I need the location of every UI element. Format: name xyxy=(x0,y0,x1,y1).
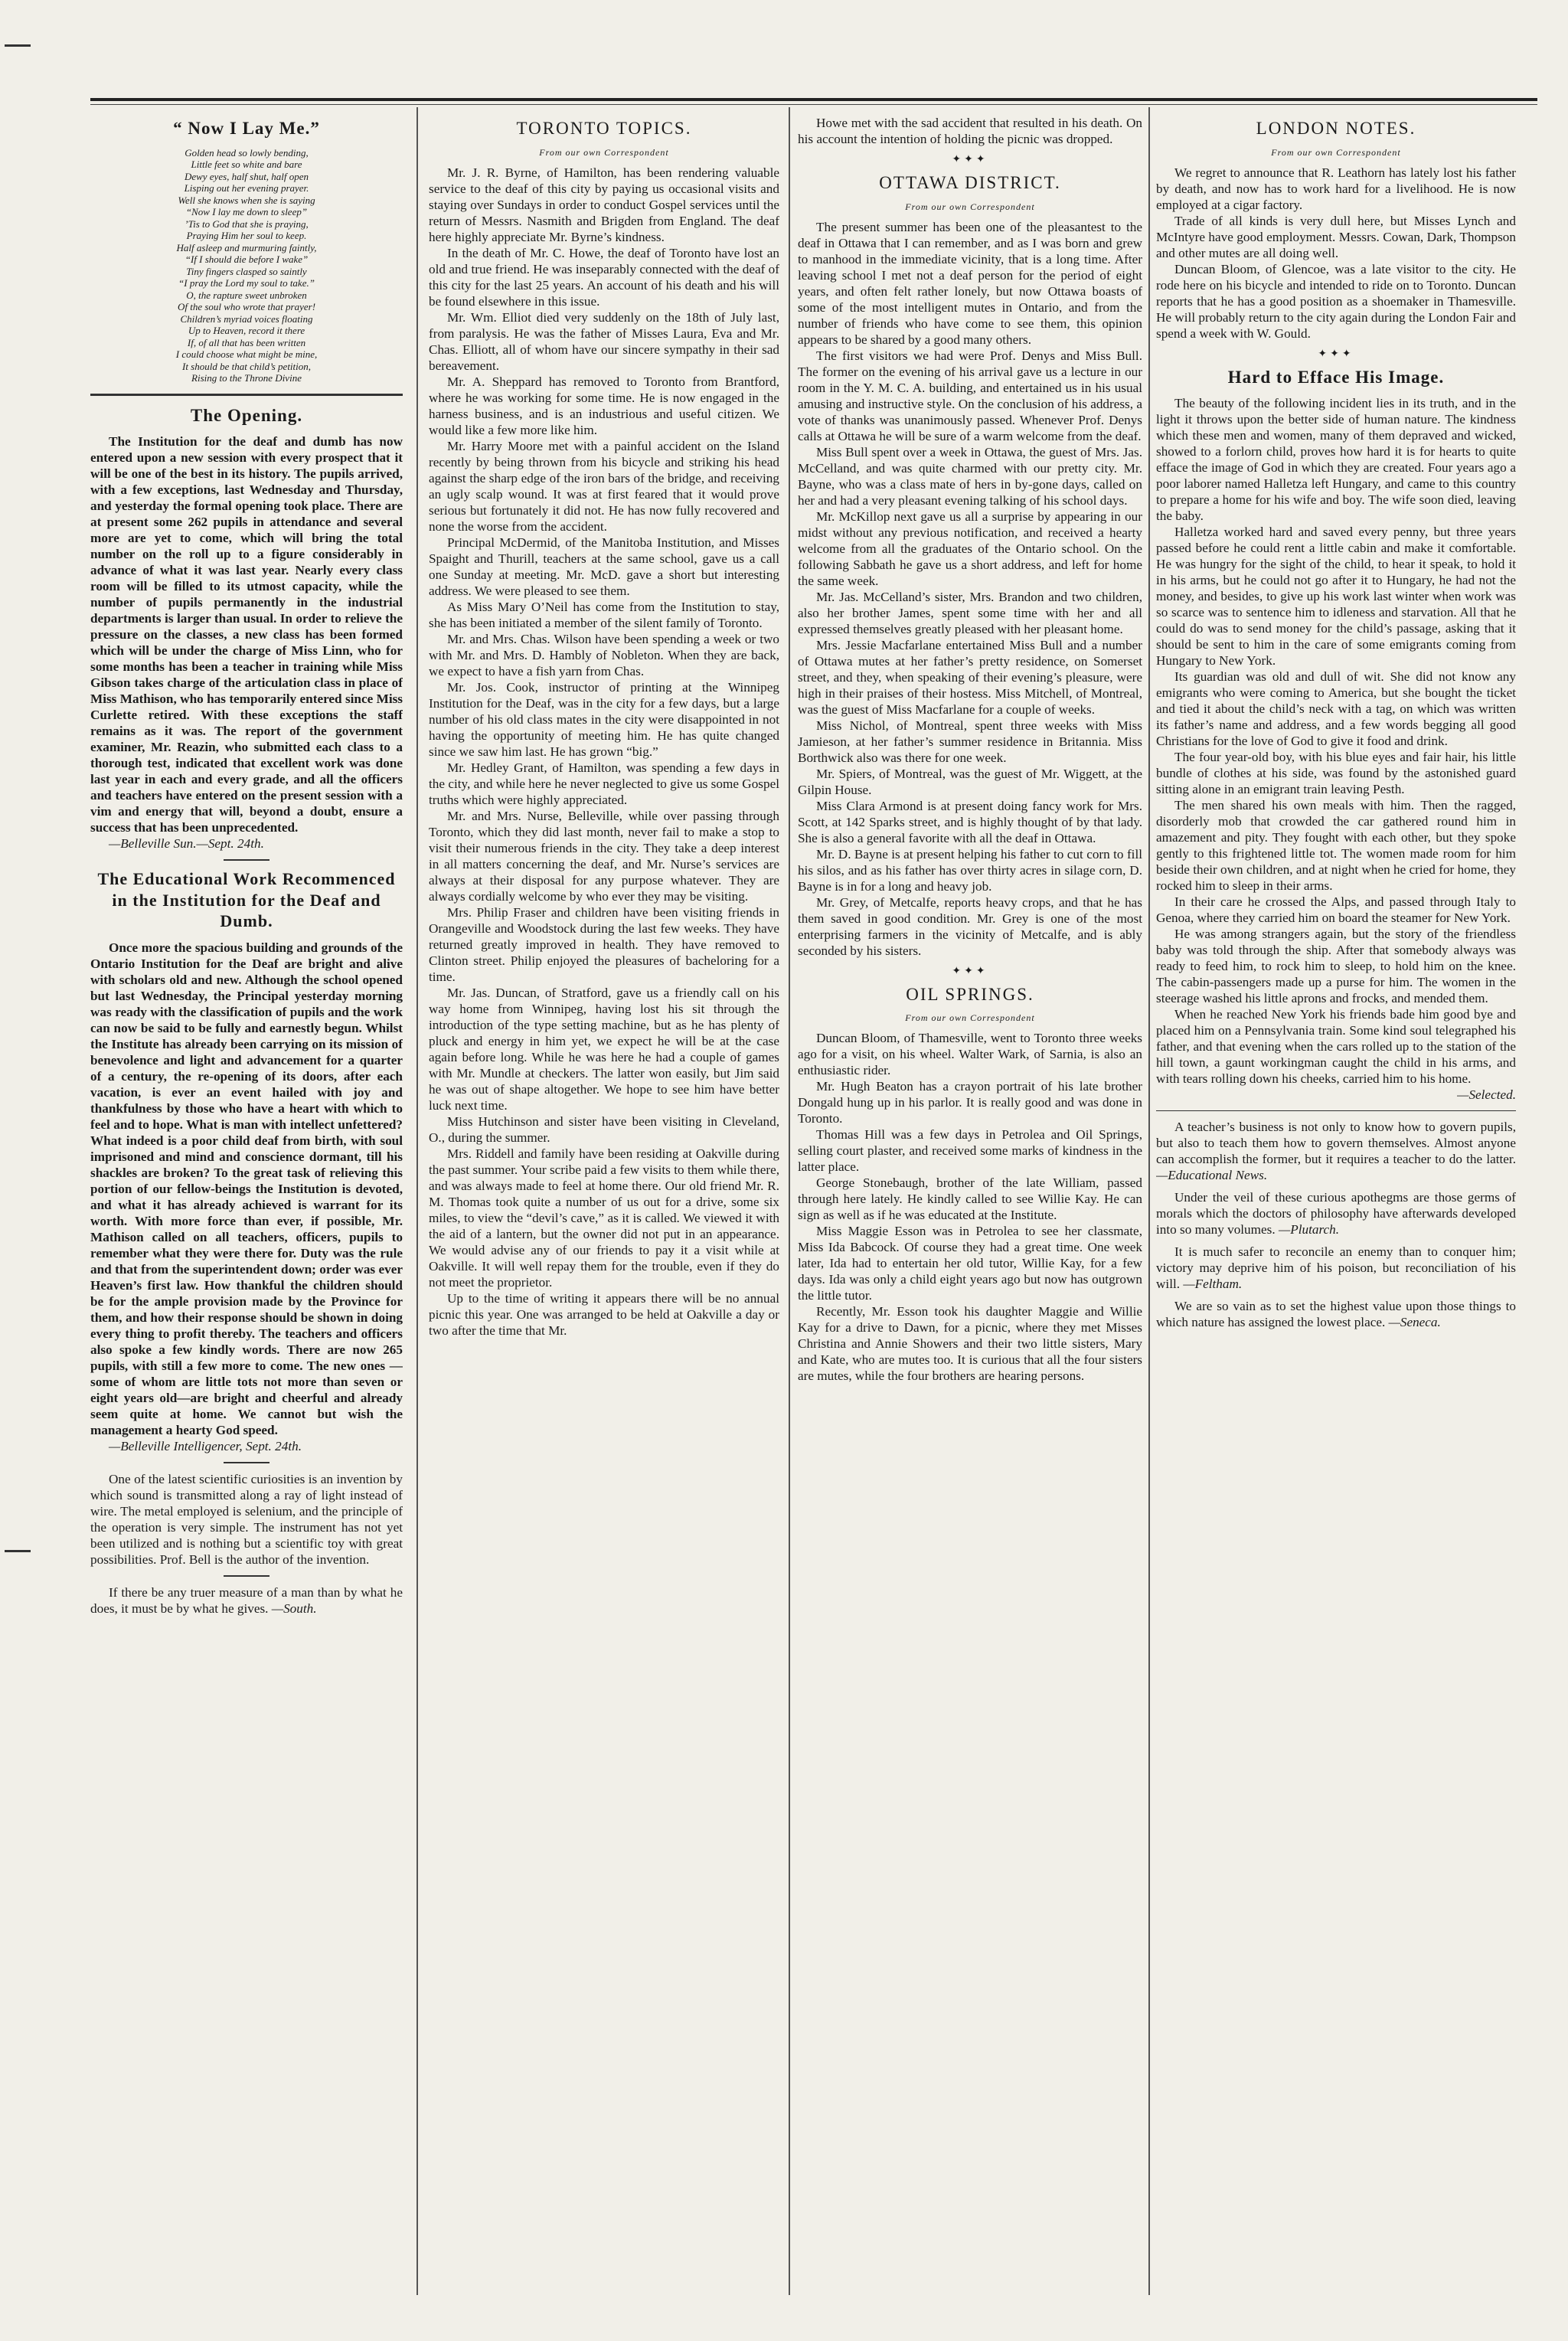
article-signature: —Belleville Intelligencer, Sept. 24th. xyxy=(109,1438,302,1453)
poem-title: “ Now I Lay Me.” xyxy=(173,119,320,138)
quote-text: Under the veil of these curious apothegms are those germs of morals which the doctors of philosophy have afterwards developed into so many volumes. xyxy=(1156,1190,1516,1238)
paragraph: The beauty of the following incident lies in its truth, and in the light it throws upon the better side of human nature. The kindness which these men and women, many of them depraved and wicked, showed to a forlorn child, proves how hard it is for hearts to quite efface the image of God in which they are created. Four years ago a poor laborer named Halletza left Hungary, and came to this country to prepare a home for his wife and boy. The wife soon died, leaving the baby. xyxy=(1156,396,1516,524)
column-4 xyxy=(1156,115,1516,2310)
column-divider xyxy=(789,107,790,2295)
poem-line: Up to Heaven, record it there xyxy=(188,325,305,337)
poem-line: Dewy eyes, half shut, half open xyxy=(184,170,309,182)
article-title-ottawa: OTTAWA DISTRICT. xyxy=(879,173,1061,192)
poem xyxy=(90,147,403,384)
paragraph: Halletza worked hard and saved every penny, but three years passed before he could rent a little cabin and make it comfortable. He was hungry for the sight of the child, to hear it speak, to hold it in his arms, but he could not go after it to Hungary, he had not the money, and besides, to give up his work last winter when work was so scarce was to sentence him to idleness and starvation. All that he could do was to send money for the child’s passage, asking that it should be sent to him in the care of some emigrants coming from Hungary to New York. xyxy=(1156,525,1516,669)
paragraph: Mrs. Philip Fraser and children have been visiting friends in Orangeville and Woodstock during the last few weeks. They have returned greatly improved in health. They have removed to Clinton street. Philip enjoyed the pleasures of bacheloring for a time. xyxy=(429,904,779,984)
ornament: ✦✦✦ xyxy=(1318,348,1354,360)
poem-line: ’Tis to God that she is praying, xyxy=(185,217,309,230)
top-rule-thin xyxy=(90,104,1537,105)
article-body-london xyxy=(1156,165,1516,342)
paragraph: Its guardian was old and dull of wit. She did not know any emigrants who were coming to America, but she bought the ticket and tied it about the child’s neck with a tag, on which was written its father’s name and address, and a few words begging all good Christians for the love of God to give it food and drink. xyxy=(1156,669,1516,749)
paragraph: Trade of all kinds is very dull here, but Misses Lynch and McIntyre have good employment. Messrs. Cowan, Dark, Thompson and other mutes are all doing well. xyxy=(1156,213,1516,260)
article-signature: —Belleville Sun.—Sept. 24th. xyxy=(109,836,264,852)
ornament: ✦✦✦ xyxy=(952,965,988,977)
paragraph: Once more the spacious building and grounds of the Ontario Institution for the Deaf are bright and alive with scholars old and new. Although the school opened but last Wednesday, the Principal yesterday morning was ready with the classification of pupils and the work can now be said to be fully and earnestly begun. Whilst the Institute has already been carrying on its mission of benevolence and light and advancement for a quarter of a century, the re-opening of its doors, after each vacation, is ever an event hailed with joy and thankfulness by those who have a heart with which to feel and to hope. What is man with intellect unfettered? What indeed is a poor child deaf from birth, with soul imprisoned and mind and conscience dormant, till his shackles are broken? To the great task of relieving this portion of our fellow-beings the Institution is devoted, and what it has already achieved is warrant for its worth. With more force than ever, if possible, Mr. Mathison called on all teachers, officers, pupils to remember what they were there for. Duty was the rule and that from the superintendent down; order was ever Heaven’s first law. How thankful the children should be for the ample provision made by the Province for them, and how their response should be shown in doing every thing to profit thereby. The teachers and officers also spoke a few kindly words. There are now 265 pupils, with still a few more to come. The new ones —some of whom are little tots not more than seven or eight years old—are bright and cheerful and already seem quite at home. We cannot but wish the management a hearty God speed. xyxy=(90,940,403,1437)
edge-mark xyxy=(5,1550,31,1552)
paragraph: The four year-old boy, with his blue eyes and fair hair, his little bundle of clothes at his side, was found by the astonished guard sitting alone in an emigrant train leaving Pesth. xyxy=(1156,750,1516,797)
paragraph: The men shared his own meals with him. Then the ragged, disorderly mob that crowded the car gathered round him in amazement and pity. They fought with each other, but they spoke gently to this frightened little tot. The women made room for him beside their own children, and at night when he cried for home, they rocked him to sleep in their arms. xyxy=(1156,798,1516,894)
quote xyxy=(1156,1244,1516,1292)
poem-line: Children’s myriad voices floating xyxy=(180,312,313,325)
article-body-oil-springs xyxy=(798,1030,1142,1384)
byline: From our own Correspondent xyxy=(539,146,669,158)
quote-text: We are so vain as to set the highest value upon those things to which nature has assigned the lowest place. xyxy=(1156,1299,1516,1330)
poem-line: Half asleep and murmuring faintly, xyxy=(176,241,317,253)
quote xyxy=(1156,1189,1516,1238)
quote-source: —Plutarch. xyxy=(1278,1222,1340,1238)
column-divider xyxy=(1148,107,1150,2295)
paragraph: Mr. Jas. Duncan, of Stratford, gave us a friendly call on his way home from Winnipeg, having lost his sit through the introduction of the type setting machine, but as he has plenty of pluck and energy in him yet, we expect he will be at the case again before long. While he was here he had a couple of games with Mr. Mundle at checkers. The latter won easily, but Jim said he was out of shape altogether. We hope to see him have better luck next time. xyxy=(429,985,779,1113)
poem-line: Little feet so white and bare xyxy=(191,159,302,171)
poem-line: Praying Him her soul to keep. xyxy=(186,230,307,242)
article-body-toronto xyxy=(429,165,779,1339)
paragraph: Mr. McKillop next gave us all a surprise by appearing in our midst without any previous notification, and received a hearty welcome from all the graduates of the Ontario school. On the following Sabbath he gave us a short address, and left for home the same week. xyxy=(798,508,1142,588)
paragraph: Duncan Bloom, of Thamesville, went to Toronto three weeks ago for a visit, on his wheel. Walter Wark, of Sarnia, is also an enthusiastic rider. xyxy=(798,1031,1142,1078)
paragraph: Miss Bull spent over a week in Ottawa, the guest of Mrs. Jas. McCelland, and was quite charmed with our pretty city. Mr. Bayne, who was a class mate of hers in by-gone days, called on her and had a very pleasant evening talking of his school days. xyxy=(798,444,1142,508)
paragraph: When he reached New York his friends bade him good bye and placed him on a Pennsylvania train. Some kind soul telegraphed his father, and that evening when the cars rolled up to the station of the hill town, a gaunt workingman caught the child in his arms, and with tears rolling down his cheeks, carried him to his home. xyxy=(1156,1007,1516,1087)
poem-line: Of the soul who wrote that prayer! xyxy=(177,301,316,313)
quote-source: —Seneca. xyxy=(1388,1315,1441,1330)
poem-line: If, of all that has been written xyxy=(187,336,306,348)
paragraph: Mr. Jas. McCelland’s sister, Mrs. Brandon and two children, also her brother James, spent some time with her and all expressed themselves greatly pleased with her pleasant home. xyxy=(798,589,1142,636)
paragraph: Mr. Grey, of Metcalfe, reports heavy crops, and that he has them saved in good condition. Mr. Grey is one of the most enterprising farmers in the vicinity of Metcalfe, and is ably seconded by his sisters. xyxy=(798,894,1142,958)
poem-line: Lisping out her evening prayer. xyxy=(184,182,309,195)
article-title-toronto: TORONTO TOPICS. xyxy=(516,119,692,138)
paragraph: Miss Maggie Esson was in Petrolea to see her classmate, Miss Ida Babcock. Of course they had a great time. One week later, Ida had to entertain her old tutor, Willie Kay, for a few days. Ida was only a child eight years ago but now has outgrown the little tutor. xyxy=(798,1224,1142,1303)
paragraph: Mr. Hedley Grant, of Hamilton, was spending a few days in the city, and while here he never neglected to give us some Gospel truths which were highly appreciated. xyxy=(429,760,779,807)
paragraph: Mr. Wm. Elliot died very suddenly on the 18th of July last, from paralysis. He was the father of Misses Laura, Eva and Mr. Chas. Elliott, all of whom have our sincere sympathy in their sad bereavement. xyxy=(429,309,779,373)
paragraph: George Stonebaugh, brother of the late William, passed through here lately. He kindly called to see Willie Kay. He can sign as well as if he was educated at the Institute. xyxy=(798,1175,1142,1223)
section-rule xyxy=(1156,1110,1516,1111)
top-rule xyxy=(90,98,1537,101)
column-1 xyxy=(90,115,403,2310)
poem-line: Rising to the Throne Divine xyxy=(191,372,302,384)
quotes xyxy=(1156,1119,1516,1330)
quote-text: A teacher’s business is not only to know how to govern pupils, but also to teach them how to govern themselves. Almost anyone can accomplish the former, but it requires a teacher to do the latter. xyxy=(1156,1120,1516,1167)
paragraph: Mr. and Mrs. Nurse, Belleville, while over passing through Toronto, which they did last month, never fail to make a stop to visit their numerous friends in the city. They take a deep interest in all matters concerning the deaf, and Mr. Nurse’s services are always at their disposal for any purpose whatever. They are always cordially welcome by who ever they may be visiting. xyxy=(429,808,779,904)
article-continuation xyxy=(798,115,1142,147)
paragraph: Up to the time of writing it appears there will be no annual picnic this year. One was arranged to be held at Oakville a day or two after the time that Mr. xyxy=(429,1290,779,1338)
paragraph: Miss Hutchinson and sister have been visiting in Cleveland, O., during the summer. xyxy=(429,1113,779,1145)
paragraph: Mr. Hugh Beaton has a crayon portrait of his late brother Dongald hung up in his parlor. It is really good and was done in Toronto. xyxy=(798,1079,1142,1126)
divider xyxy=(224,1462,270,1463)
paragraph-giving: If there be any truer measure of a man than by what he does, it must be by what he gives. —South. xyxy=(90,1584,403,1616)
paragraph: As Miss Mary O’Neil has come from the Institution to stay, she has been initiated a member of the silent family of Toronto. xyxy=(429,599,779,630)
poem-line: “If I should die before I wake” xyxy=(185,253,309,266)
paragraph: Duncan Bloom, of Glencoe, was a late visitor to the city. He rode here on his bicycle and intended to ride on to Toronto. Duncan reports that he has a good position as a shoemaker in Thamesville. He will probably return to the city again during the London Fair and spend a week with W. Gould. xyxy=(1156,261,1516,341)
poem-line: “Now I lay me down to sleep” xyxy=(185,206,308,218)
paragraph: Howe met with the sad accident that resulted in his death. On his account the intention of holding the picnic was dropped. xyxy=(798,116,1142,146)
edge-mark xyxy=(5,44,31,47)
paragraph: Recently, Mr. Esson took his daughter Maggie and Willie Kay for a drive to Dawn, for a picnic, where they met Misses Christina and Annie Showers and their two little sisters, Mary and Kate, who are mutes too. It is curious that all the four sisters are mutes, while the four brothers are hearing persons. xyxy=(798,1304,1142,1384)
article-title-image: Hard to Efface His Image. xyxy=(1227,367,1445,387)
article-title-opening: The Opening. xyxy=(190,405,303,425)
divider xyxy=(224,1575,270,1577)
quote xyxy=(1156,1298,1516,1330)
paragraph: Mr. Harry Moore met with a painful accident on the Island recently by being thrown from his bicycle and striking his head against the sharp edge of the iron bars of the bridge, and receiving an ugly scalp wound. It was at first feared that it would prove serious but fortunately it did not. He has now fully recovered and none the worse from the accident. xyxy=(429,438,779,534)
quote xyxy=(1156,1119,1516,1183)
paragraph: The Institution for the deaf and dumb has now entered upon a new session with every prospect that it will be one of the best in its history. The pupils arrived, with a few exceptions, last Wednesday and Thursday, and yesterday the formal opening took place. There are at present some 262 pupils in attendance and several more are yet to come, which will bring the total number on the roll up to a figure considerably in advance of what it was last year. Nearly every class room will be filled to its utmost capacity, while the number of pupils permanently in the industrial departments is larger than usual. In order to relieve the pressure on the classes, a new class has been formed which will be under the charge of Miss Linn, who for some months has been a teacher in training while Miss Gibson takes charge of the articulation class in place of Miss Mathison, who has temporarily entered since Miss Curlette retired. With these exceptions the staff remains as it was. The report of the government examiner, Mr. Reazin, who submitted each class to a thorough test, indicated that excellent work was done last year in each and every grade, and all the officers and teachers have entered on the present session with a vim and energy that will, beyond a doubt, ensure a success that has been unprecedented. xyxy=(90,434,403,835)
quote-source: —Feltham. xyxy=(1183,1277,1243,1292)
paragraph: We regret to announce that R. Leathorn has lately lost his father by death, and now has to work hard for a livelihood. He is now employed at a cigar factory. xyxy=(1156,165,1516,212)
article-body-educational xyxy=(90,940,403,1438)
paragraph: The first visitors we had were Prof. Denys and Miss Bull. The former on the evening of his arrival gave us a lecture in our room in the Y. M. C. A. building, and entertained us in his usual amusing and instructive style. On the conclusion of his address, a vote of thanks was unanimously passed. Whenever Prof. Denys calls at Ottawa he will be sure of a warm welcome from the deaf. xyxy=(798,348,1142,443)
article-title-london: LONDON NOTES. xyxy=(1256,119,1416,138)
article-title-educational: The Educational Work Recommenced in the Institution for the Deaf and Dumb. xyxy=(97,869,396,931)
poem-line: O, the rapture sweet unbroken xyxy=(186,289,307,301)
byline: From our own Correspondent xyxy=(905,201,1035,212)
paragraph: Miss Nichol, of Montreal, spent three weeks with Miss Jamieson, at her father’s summer residence in Britannia. Miss Borthwick also was there for one week. xyxy=(798,718,1142,765)
paragraph: In the death of Mr. C. Howe, the deaf of Toronto have lost an old and true friend. He was inseparably connected with the deaf of this city for the last 25 years. An account of his death and his will be found elsewhere in this issue. xyxy=(429,245,779,309)
article-title-oil-springs: OIL SPRINGS. xyxy=(906,984,1034,1004)
paragraph: Mrs. Jessie Macfarlane entertained Miss Bull and a number of Ottawa mutes at her father’s pretty residence, on Somerset street, and they, when speaking of their evening’s pleasure, were high in their praises of their hostess. Miss Mitchell, of Montreal, was the guest of Miss Macfarlane for a couple of weeks. xyxy=(798,637,1142,717)
paragraph: He was among strangers again, but the story of the friendless baby was told through the ship. After that somebody always was ready to feed him, to rock him to sleep, to hold him on the knee. The cabin-passengers made up a purse for him. The women in the steerage washed his little aprons and frocks, and mended them. xyxy=(1156,927,1516,1006)
paragraph: Principal McDermid, of the Manitoba Institution, and Misses Spaight and Thurill, teachers at the same school, gave us a call one Sunday at meeting. Mr. McD. gave a short but interesting address. We were pleased to see them. xyxy=(429,535,779,598)
poem-line: It should be that child’s petition, xyxy=(181,360,312,372)
article-body-image xyxy=(1156,395,1516,1087)
paragraph: Thomas Hill was a few days in Petrolea and Oil Springs, selling court plaster, and received some marks of kindness in the latter place. xyxy=(798,1127,1142,1175)
article-body-ottawa xyxy=(798,219,1142,959)
divider xyxy=(224,859,270,861)
poem-line: Well she knows when she is saying xyxy=(178,194,315,206)
poem-line: Golden head so lowly bending, xyxy=(185,146,309,159)
paragraph: Miss Clara Armond is at present doing fancy work for Mrs. Scott, at 142 Sparks street, and is highly thought of by that lady. She is also a general favorite with all the deaf in Ottawa. xyxy=(798,798,1142,845)
ornament: ✦✦✦ xyxy=(952,154,988,165)
byline: From our own Correspondent xyxy=(905,1012,1035,1024)
quote-text: It is much safer to reconcile an enemy than to conquer him; victory may deprive him of his poison, but reconciliation of his will. xyxy=(1156,1244,1516,1292)
column-divider xyxy=(416,107,418,2295)
quote-source: —Educational News. xyxy=(1156,1168,1268,1183)
paragraph: Mrs. Riddell and family have been residing at Oakville during the past summer. Your scribe paid a few visits to them while there, and was always made to feel at home there. Our old friend Mr. R. M. Thomas took quite a number of us out for a drive, some six miles, to view the “devil’s cave,” as it is called. We viewed it with the aid of a lantern, but the owner did not put in an appearance. We would advise any of our friends to pay it a visit while at Oakville. It will well repay them for the trouble, even if they do not meet the proprietor. xyxy=(429,1146,779,1290)
article-signature: —Selected. xyxy=(1457,1087,1516,1103)
byline: From our own Correspondent xyxy=(1271,146,1401,158)
paragraph-science: One of the latest scientific curiosities is an invention by which sound is transmitted along a ray of light instead of wire. The metal employed is selenium, and the principle of the operation is very simple. The instrument has not yet been utilized and is nothing but a scientific toy with great possibilities. Prof. Bell is the author of the invention. xyxy=(90,1471,403,1567)
paragraph: Mr. A. Sheppard has removed to Toronto from Brantford, where he was working for some time. He is now engaged in the harness business, and is an industrious and useful citizen. We would like a few more like him. xyxy=(429,374,779,437)
poem-line: I could choose what might be mine, xyxy=(175,348,318,361)
paragraph: Mr. and Mrs. Chas. Wilson have been spending a week or two with Mr. and Mrs. D. Hambly of Nobleton. When they are back, we expect to have a fish yarn from Chas. xyxy=(429,631,779,678)
paragraph: Mr. D. Bayne is at present helping his father to cut corn to fill his silos, and as his father has over thirty acres in silage corn, D. Bayne is in for a long and heavy job. xyxy=(798,846,1142,894)
paragraph: Mr. Spiers, of Montreal, was the guest of Mr. Wiggett, at the Gilpin House. xyxy=(798,766,1142,797)
column-2 xyxy=(429,115,779,2310)
section-rule xyxy=(90,394,403,396)
paragraph: Mr. Jos. Cook, instructor of printing at the Winnipeg Institution for the Deaf, was in the city for a few days, but a large number of his old class mates in the city were disappointed in not having the opportunity of meeting him. He has quite changed since we saw him last. He has grown “big.” xyxy=(429,679,779,759)
poem-line: Tiny fingers clasped so saintly xyxy=(186,265,307,277)
column-3 xyxy=(798,115,1142,2310)
paragraph: In their care he crossed the Alps, and passed through Italy to Genoa, where they carried him on board the steamer for New York. xyxy=(1156,894,1516,926)
paragraph: Mr. J. R. Byrne, of Hamilton, has been rendering valuable service to the deaf of this city by paying us occasional visits and staying over Sundays in order to conduct Gospel services until the return of Messrs. Nasmith and Brigden from England. The deaf here highly appreciate Mr. Byrne’s kindness. xyxy=(429,165,779,244)
article-body-opening xyxy=(90,433,403,835)
paragraph: The present summer has been one of the pleasantest to the deaf in Ottawa that I can remember, and as I was born and grew to manhood in the immediate vicinity, that is a long time. After leaving school I met not a deaf person for the period of eight years, and often felt rather lonely, but now Ottawa boasts of some of the most intelligent mutes in Ontario, and from the number of friends who have come to see them, this opinion appears to be shared by a good many others. xyxy=(798,219,1142,347)
poem-line: “I pray the Lord my soul to take.” xyxy=(178,277,315,289)
